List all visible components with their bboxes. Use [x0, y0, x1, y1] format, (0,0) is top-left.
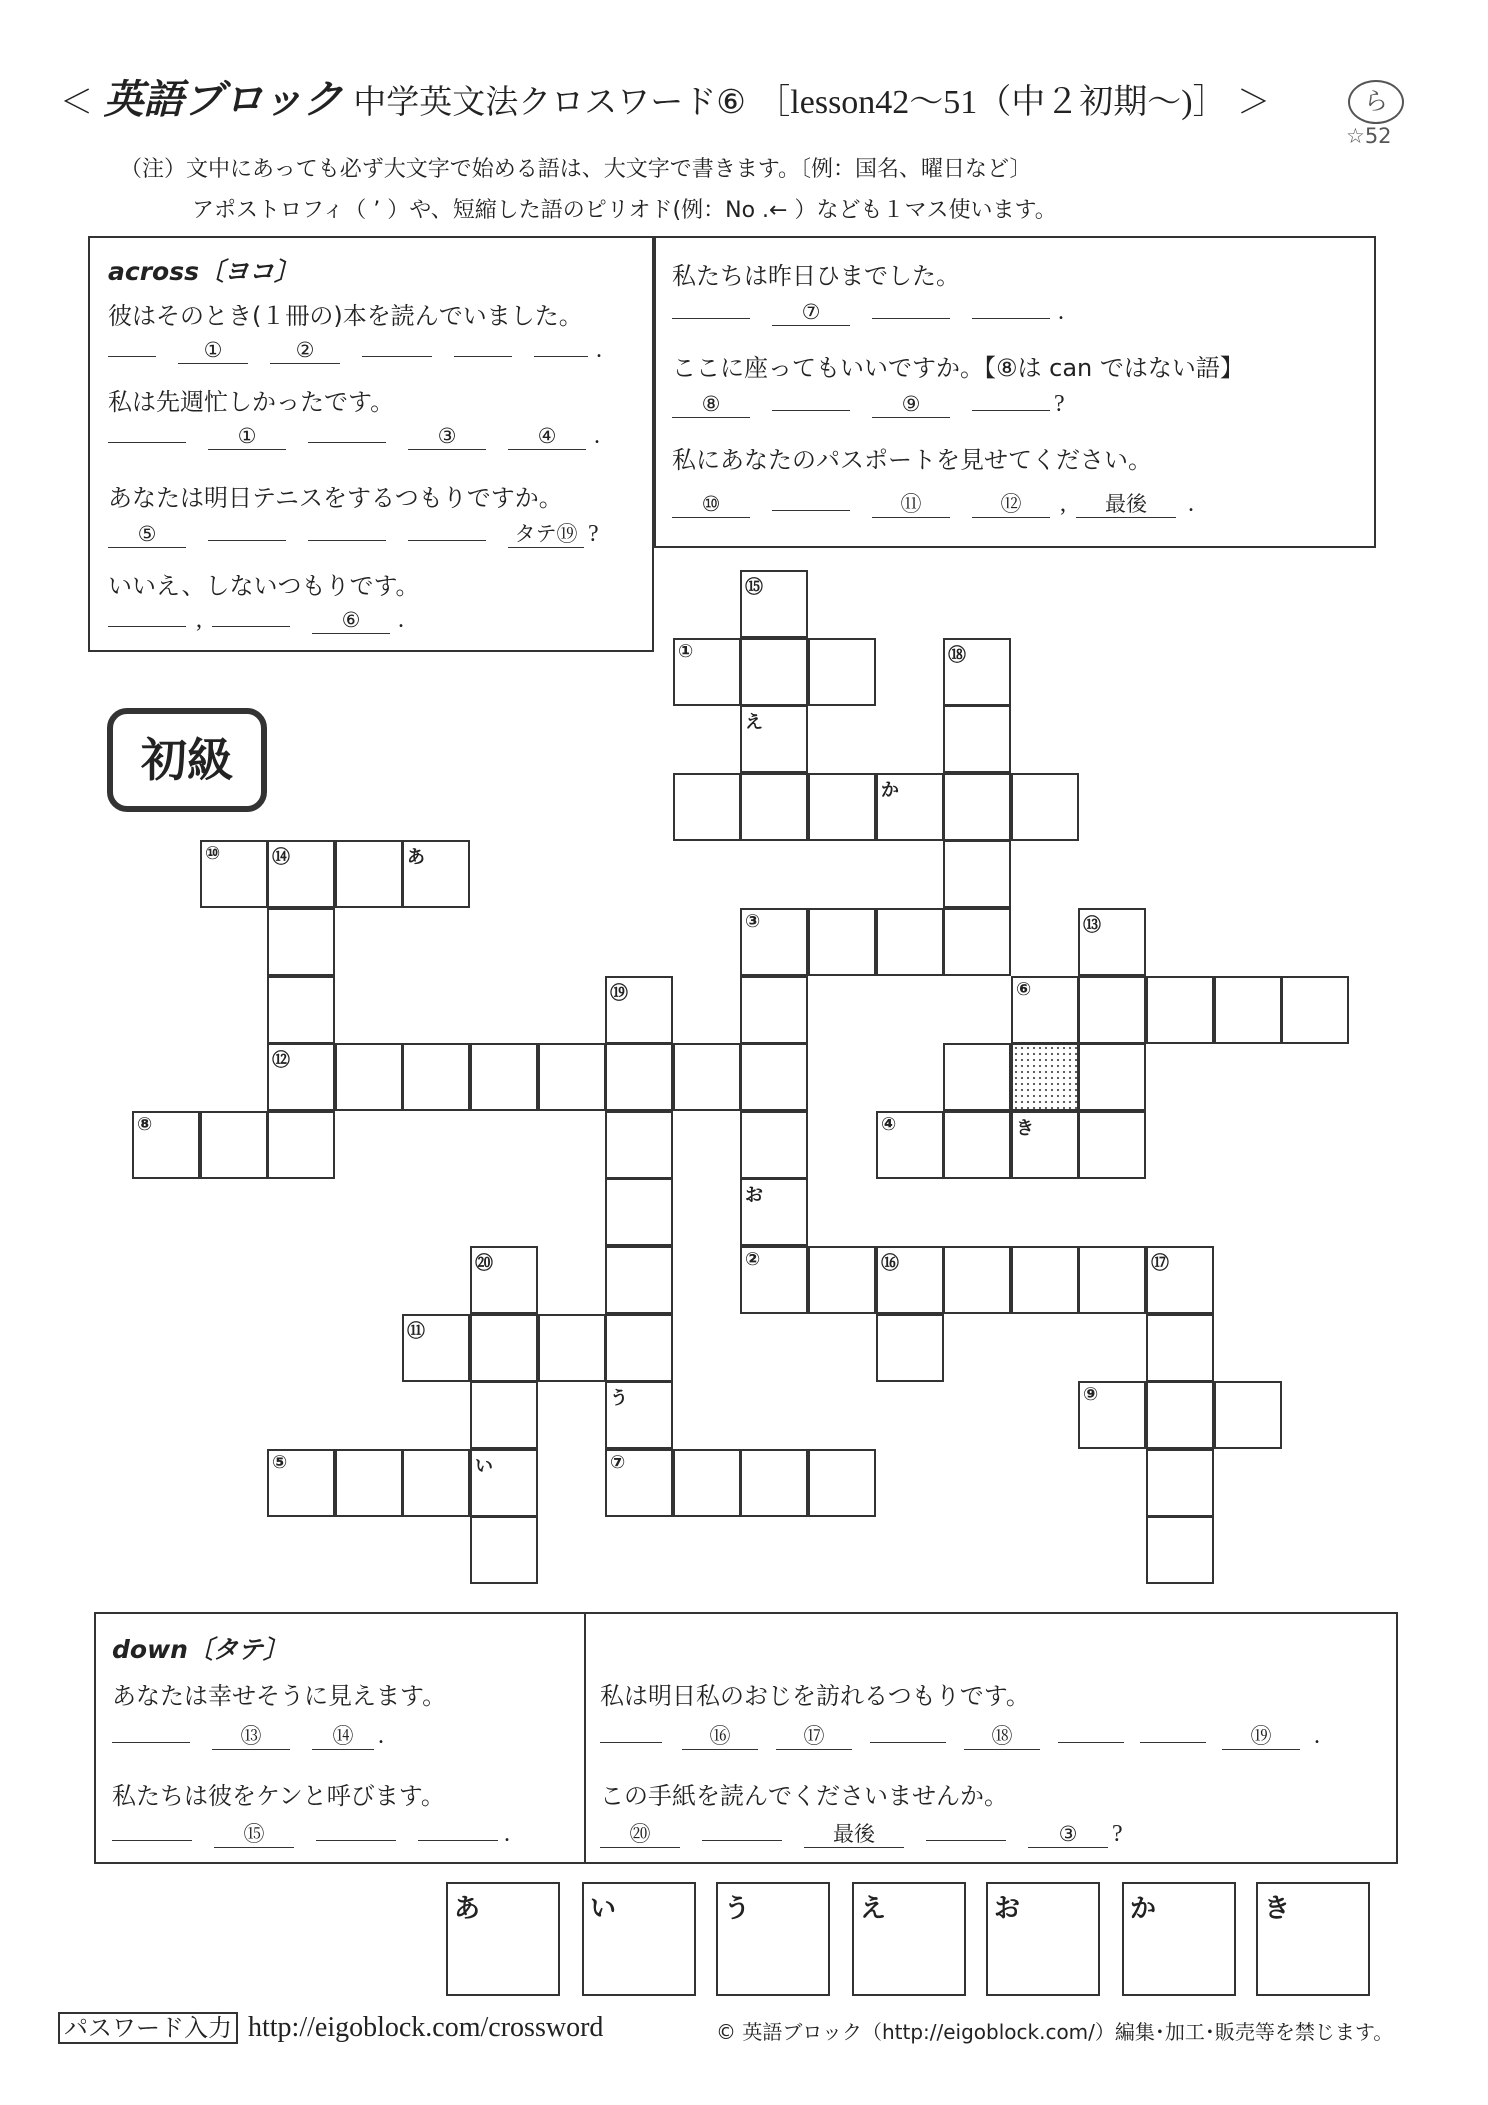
grid-cell[interactable]: [470, 1043, 538, 1111]
across-box-divider: [654, 238, 656, 546]
grid-cell[interactable]: [267, 908, 335, 976]
answer-blank[interactable]: 最後: [1076, 491, 1176, 518]
grid-cell-number: え: [745, 712, 763, 733]
grid-cell[interactable]: [740, 1246, 808, 1314]
grid-cell-number: ⑬: [1083, 915, 1101, 936]
across-title: across〔ヨコ〕: [108, 257, 299, 286]
sentence-end: .: [1188, 491, 1194, 517]
footer: [58, 2008, 603, 2044]
grid-cell[interactable]: [740, 638, 808, 706]
answer-blank[interactable]: [702, 1814, 782, 1841]
grid-cell[interactable]: [808, 1449, 876, 1517]
grid-cell[interactable]: [1146, 1246, 1214, 1314]
answer-blank[interactable]: ⑳: [600, 1821, 680, 1848]
down-clue-3-blanks: [600, 1716, 1326, 1750]
grid-cell[interactable]: [267, 1111, 335, 1179]
grid-cell[interactable]: [1011, 773, 1079, 841]
grid-cell-number: ③: [745, 911, 761, 932]
answer-blank[interactable]: ⑰: [776, 1723, 852, 1750]
answer-blank[interactable]: [418, 1814, 498, 1841]
grid-cell[interactable]: [1214, 1381, 1282, 1449]
grid-cell[interactable]: [740, 976, 808, 1044]
grid-cell[interactable]: [673, 1449, 741, 1517]
grid-cell[interactable]: [808, 773, 876, 841]
grid-cell[interactable]: [335, 840, 403, 908]
grid-cell[interactable]: [876, 1314, 944, 1382]
grid-cell-number: う: [610, 1388, 628, 1409]
header-close-bracket: ＞: [1237, 82, 1271, 121]
grid-cell[interactable]: [1146, 1449, 1214, 1517]
sentence-end: ?: [1054, 391, 1065, 417]
across-clue-6-text: ここに座ってもいいですか。【⑧は can ではない語】: [672, 354, 1244, 382]
sentence-end: .: [504, 1821, 510, 1847]
answer-blank[interactable]: [308, 514, 386, 541]
grid-cell[interactable]: [673, 1043, 741, 1111]
grid-cell[interactable]: [943, 840, 1011, 908]
grid-cell[interactable]: [673, 638, 741, 706]
grid-cell[interactable]: [740, 773, 808, 841]
grid-cell[interactable]: [605, 1449, 673, 1517]
answer-box-label: う: [724, 1894, 751, 1924]
grid-cell[interactable]: [740, 570, 808, 638]
grid-cell[interactable]: [605, 1381, 673, 1449]
answer-blank[interactable]: ⑪: [872, 491, 950, 518]
grid-cell[interactable]: [1078, 976, 1146, 1044]
grid-cell[interactable]: [808, 638, 876, 706]
across-clue-5-blanks: [672, 292, 1070, 326]
note-line-2: アポストロフィ（ ’ ）や、短縮した語のピリオド(例：No .← ）なども１マス使います。: [192, 198, 1057, 223]
across-clue-6-blanks: [672, 384, 1071, 418]
answer-blank[interactable]: [408, 514, 486, 541]
answer-blank[interactable]: [112, 1814, 192, 1841]
answer-blank[interactable]: [108, 416, 186, 443]
answer-box-label: あ: [454, 1894, 481, 1924]
level-badge: 初級: [107, 708, 267, 812]
grid-cell[interactable]: [470, 1314, 538, 1382]
page-header: [60, 68, 1270, 125]
answer-blank[interactable]: [772, 384, 850, 411]
crossword-url-link[interactable]: http://eigoblock.com/crossword: [248, 2012, 604, 2043]
grid-cell-number: ⑭: [272, 847, 290, 868]
grid-cell-number: ⑱: [948, 645, 966, 666]
grid-cell[interactable]: [1078, 1043, 1146, 1111]
grid-cell-number: ⑧: [137, 1114, 153, 1135]
sentence-end: .: [1314, 1723, 1320, 1749]
sentence-end: .: [398, 607, 404, 633]
grid-cell-number: ⑥: [1016, 979, 1032, 1000]
mascot-logo-icon: ら: [1348, 80, 1404, 124]
grid-cell[interactable]: [470, 1516, 538, 1584]
grid-cell-number: き: [1016, 1118, 1034, 1139]
grid-cell-number: ⑮: [745, 577, 763, 598]
answer-box-label: え: [860, 1894, 887, 1924]
grid-cell-number: ⑤: [272, 1452, 288, 1473]
grid-cell-number: ④: [881, 1114, 897, 1135]
grid-cell[interactable]: [267, 1449, 335, 1517]
grid-cell[interactable]: [943, 1043, 1011, 1111]
across-clue-7-text: 私にあなたのパスポートを見せてください。: [672, 446, 1152, 474]
header-open-bracket: ＜: [60, 82, 93, 121]
grid-cell-number: ⑩: [205, 843, 221, 864]
answer-blank[interactable]: ⑩: [672, 491, 750, 518]
answer-blank[interactable]: [772, 484, 850, 511]
answer-blank[interactable]: [672, 292, 750, 319]
grid-cell[interactable]: [943, 1111, 1011, 1179]
grid-cell[interactable]: [943, 638, 1011, 706]
answer-blank[interactable]: ⑦: [772, 299, 850, 326]
grid-cell[interactable]: [876, 1246, 944, 1314]
across-clue-1-blanks: [108, 330, 608, 364]
grid-cell[interactable]: [402, 840, 470, 908]
answer-blank[interactable]: ⑮: [214, 1821, 294, 1848]
answer-blank[interactable]: 最後: [804, 1821, 904, 1848]
answer-blank[interactable]: [972, 384, 1050, 411]
grid-cell[interactable]: [740, 705, 808, 773]
across-clue-7-blanks: [672, 484, 1200, 518]
grid-cell[interactable]: [1146, 1516, 1214, 1584]
brand-logo-text: 英語ブロック: [103, 76, 343, 123]
grid-cell-number: ⑦: [610, 1452, 626, 1473]
answer-blank[interactable]: [1140, 1716, 1206, 1743]
sentence-end: .: [1058, 299, 1064, 325]
grid-cell[interactable]: [1146, 976, 1214, 1044]
across-clue-5-text: 私たちは昨日ひまでした。: [672, 262, 960, 290]
grid-cell[interactable]: [740, 1043, 808, 1111]
grid-cell[interactable]: [876, 908, 944, 976]
answer-blank[interactable]: [208, 514, 286, 541]
grid-cell[interactable]: [605, 1111, 673, 1179]
grid-cell[interactable]: [538, 1314, 606, 1382]
grid-cell[interactable]: [673, 773, 741, 841]
answer-blank[interactable]: [972, 292, 1050, 319]
answer-blank[interactable]: ④: [508, 423, 586, 450]
answer-blank[interactable]: [926, 1814, 1006, 1841]
answer-box-ki[interactable]: [1256, 1882, 1370, 1996]
down-clue-1-text: あなたは幸せそうに見えます。: [112, 1682, 447, 1710]
answer-blank[interactable]: ①: [208, 423, 286, 450]
grid-cell[interactable]: [740, 908, 808, 976]
answer-blank[interactable]: タテ⑲: [508, 521, 584, 548]
answer-blank[interactable]: [870, 1716, 946, 1743]
grid-cell[interactable]: [1214, 976, 1282, 1044]
answer-box-ka[interactable]: [1122, 1882, 1236, 1996]
grid-cell[interactable]: [402, 1449, 470, 1517]
across-clue-4-text: いいえ、しないつもりです。: [108, 572, 420, 600]
grid-cell[interactable]: [335, 1449, 403, 1517]
across-clue-3-text: あなたは明日テニスをするつもりですか。: [108, 484, 563, 512]
answer-blank[interactable]: [316, 1814, 396, 1841]
answer-blank[interactable]: [872, 292, 950, 319]
grid-cell-number: お: [745, 1185, 763, 1206]
answer-blank[interactable]: ⑱: [964, 1723, 1040, 1750]
grid-cell[interactable]: [1078, 1246, 1146, 1314]
across-clue-2-text: 私は先週忙しかったです。: [108, 388, 395, 416]
grid-cell[interactable]: [1078, 1111, 1146, 1179]
answer-blank[interactable]: [308, 416, 386, 443]
answer-box-label: か: [1130, 1894, 1157, 1924]
answer-blank[interactable]: ⑥: [312, 607, 390, 634]
grid-cell[interactable]: [538, 1043, 606, 1111]
across-clue-1-text: 彼はそのとき(１冊の)本を読んでいました。: [108, 302, 583, 330]
grid-cell[interactable]: [200, 1111, 268, 1179]
grid-cell[interactable]: [1011, 1246, 1079, 1314]
grid-cell[interactable]: [1146, 1314, 1214, 1382]
grid-cell[interactable]: [267, 840, 335, 908]
grid-cell[interactable]: [740, 1449, 808, 1517]
grid-cell[interactable]: [470, 1449, 538, 1517]
sentence-end: ?: [1112, 1821, 1123, 1847]
answer-box-label: い: [590, 1894, 617, 1924]
grid-cell-number: あ: [407, 847, 425, 868]
grid-cell[interactable]: [605, 1043, 673, 1111]
comma: ,: [1060, 491, 1066, 517]
answer-blank[interactable]: ①: [178, 337, 248, 364]
grid-cell[interactable]: [808, 908, 876, 976]
grid-cell[interactable]: [470, 1246, 538, 1314]
grid-cell[interactable]: [132, 1111, 200, 1179]
answer-blank[interactable]: ⑯: [682, 1723, 758, 1750]
down-clue-4-blanks: [600, 1814, 1129, 1848]
grid-cell[interactable]: [267, 1043, 335, 1111]
answer-blank[interactable]: ②: [270, 337, 340, 364]
grid-cell[interactable]: [267, 976, 335, 1044]
crossword-grid: [132, 570, 1356, 1590]
answer-blank[interactable]: ⑭: [312, 1723, 374, 1750]
answer-blank[interactable]: [600, 1716, 662, 1743]
grid-cell[interactable]: [1011, 1111, 1079, 1179]
note-line-1: （注）文中にあっても必ず大文字で始める語は、大文字で書きます。〔例：国名、曜日など〕: [120, 157, 1032, 182]
grid-cell[interactable]: [943, 773, 1011, 841]
grid-cell[interactable]: [808, 1246, 876, 1314]
grid-cell[interactable]: [605, 1314, 673, 1382]
grid-cell[interactable]: [876, 1111, 944, 1179]
down-clue-1-blanks: [112, 1716, 390, 1750]
grid-cell[interactable]: [740, 1111, 808, 1179]
grid-cell[interactable]: [605, 976, 673, 1044]
sentence-end: .: [378, 1723, 384, 1749]
grid-cell[interactable]: [1078, 1381, 1146, 1449]
grid-cell[interactable]: [943, 1246, 1011, 1314]
grid-cell-number: ⑳: [475, 1253, 493, 1274]
answer-blank[interactable]: ⑤: [108, 521, 186, 548]
answer-blank[interactable]: [534, 330, 588, 357]
down-clue-4-text: この手紙を読んでくださいませんか。: [600, 1782, 1008, 1810]
grid-cell-number: ⑪: [407, 1321, 425, 1342]
grid-cell[interactable]: [470, 1381, 538, 1449]
answer-box-e[interactable]: [852, 1882, 966, 1996]
grid-cell-number: い: [475, 1456, 493, 1477]
sentence-end: .: [596, 337, 602, 363]
answer-box-i[interactable]: [582, 1882, 696, 1996]
down-title: down〔タテ〕: [112, 1635, 288, 1664]
answer-blank[interactable]: ③: [408, 423, 486, 450]
answer-box-a[interactable]: [446, 1882, 560, 1996]
answer-box-o[interactable]: [986, 1882, 1100, 1996]
grid-cell[interactable]: [335, 1043, 403, 1111]
answer-blank[interactable]: [454, 330, 512, 357]
grid-cell[interactable]: [1281, 976, 1349, 1044]
grid-cell-number: ①: [678, 641, 694, 662]
grid-cell[interactable]: [1078, 908, 1146, 976]
answer-blank[interactable]: [108, 330, 156, 357]
password-entry-button[interactable]: パスワード入力: [58, 2012, 238, 2044]
grid-cell[interactable]: [1011, 976, 1079, 1044]
grid-cell[interactable]: [740, 1178, 808, 1246]
across-clue-3-blanks: [108, 514, 605, 548]
down-clue-2-blanks: [112, 1814, 516, 1848]
grid-cell-number: ⑯: [881, 1253, 899, 1274]
grid-cell[interactable]: [943, 705, 1011, 773]
sheet-number: ☆52: [1346, 124, 1392, 148]
grid-cell-number: ⑲: [610, 983, 628, 1004]
answer-blank[interactable]: [362, 330, 432, 357]
grid-cell[interactable]: [402, 1043, 470, 1111]
grid-cell-number: か: [881, 780, 899, 801]
copyright-notice: © 英語ブロック（http://eigoblock.com/）編集･加工･販売等を禁じます。: [716, 2020, 1394, 2044]
down-clue-2-text: 私たちは彼をケンと呼びます。: [112, 1782, 445, 1810]
answer-blank[interactable]: ③: [1028, 1821, 1108, 1848]
grid-cell-number: ⑫: [272, 1050, 290, 1071]
sentence-end: .: [594, 423, 600, 449]
answer-box-u[interactable]: [716, 1882, 830, 1996]
grid-cell[interactable]: [605, 1178, 673, 1246]
grid-cell[interactable]: [605, 1246, 673, 1314]
grid-cell-blocked: [1011, 1043, 1079, 1111]
answer-blank[interactable]: ⑧: [672, 391, 750, 418]
lesson-range: ［lesson42～51（中２初期～)］: [756, 84, 1227, 121]
answer-box-label: お: [994, 1894, 1021, 1924]
grid-cell-number: ⑨: [1083, 1384, 1099, 1405]
answer-blank[interactable]: [1058, 1716, 1124, 1743]
grid-cell[interactable]: [876, 773, 944, 841]
comma: ,: [196, 607, 202, 633]
answer-blank[interactable]: ⑨: [872, 391, 950, 418]
answer-blank[interactable]: [112, 1716, 190, 1743]
grid-cell-number: ⑰: [1151, 1253, 1169, 1274]
answer-blank[interactable]: ⑬: [212, 1723, 290, 1750]
grid-cell[interactable]: [943, 908, 1011, 976]
grid-cell[interactable]: [1146, 1381, 1214, 1449]
page-title: 中学英文法クロスワード⑥: [353, 82, 746, 121]
down-box-divider: [584, 1614, 586, 1862]
answer-box-label: き: [1264, 1894, 1291, 1924]
sentence-end: ?: [588, 521, 599, 547]
across-clue-2-blanks: [108, 416, 606, 450]
answer-blank[interactable]: ⑲: [1222, 1723, 1300, 1750]
answer-blank[interactable]: ⑫: [972, 491, 1050, 518]
down-clue-3-text: 私は明日私のおじを訪れるつもりです。: [600, 1682, 1030, 1710]
grid-cell[interactable]: [200, 840, 268, 908]
grid-cell-number: ②: [745, 1249, 761, 1270]
grid-cell[interactable]: [402, 1314, 470, 1382]
